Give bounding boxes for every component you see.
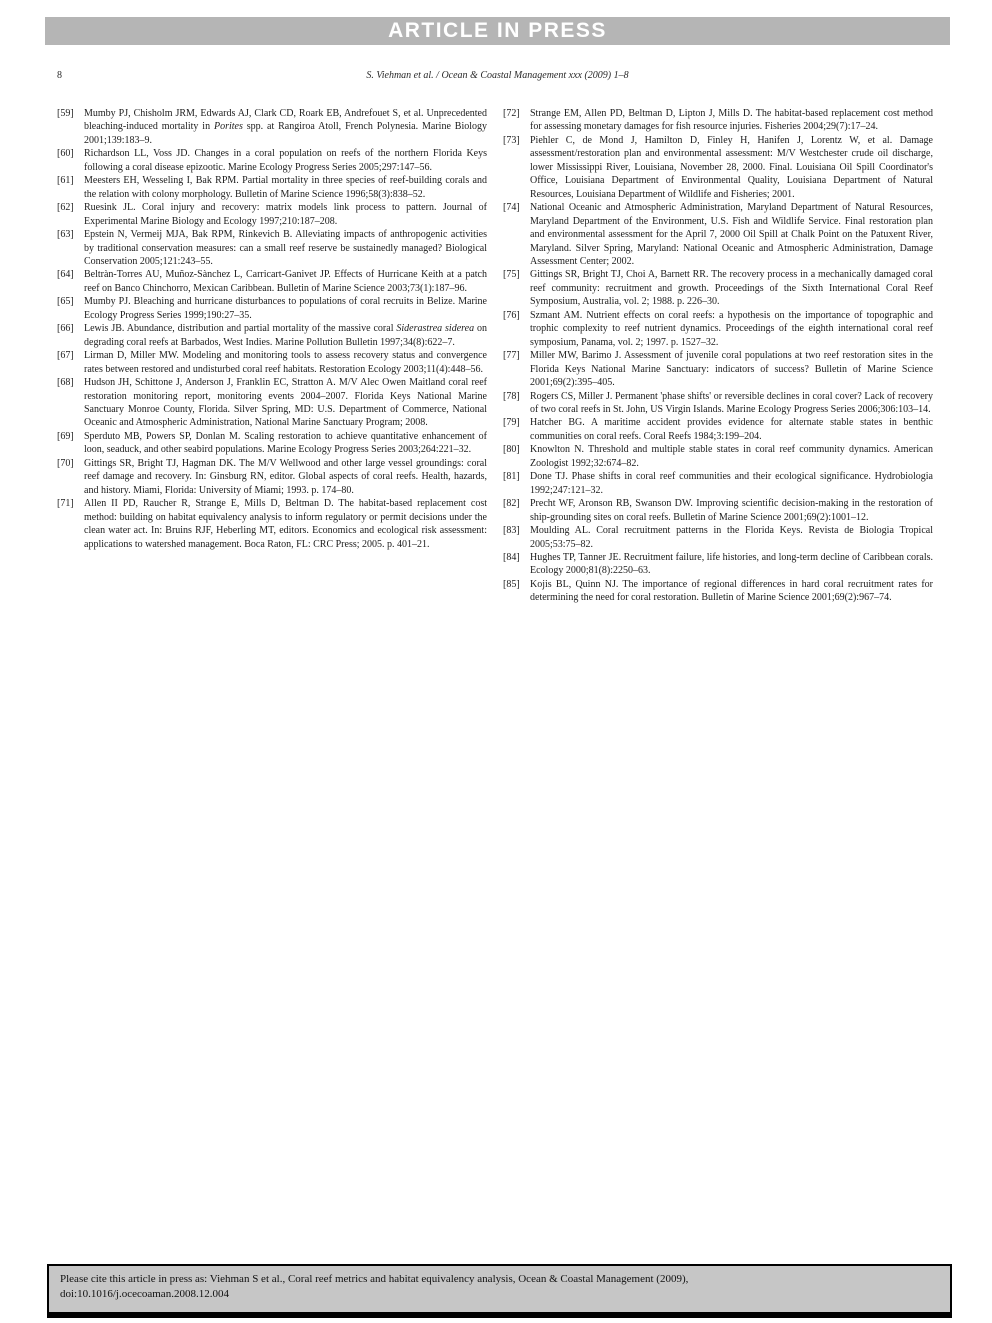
reference-item xyxy=(503,107,933,134)
reference-number: [67] xyxy=(57,350,74,362)
reference-item xyxy=(57,107,487,147)
reference-text: Meesters EH, Wesseling I, Bak RPM. Partial mortality in three species of reef-building corals and the relation with colony morphology. Bulletin of Marine Science 1996;58(3):838–52. xyxy=(84,175,487,200)
reference-item xyxy=(57,349,487,376)
reference-item xyxy=(503,551,933,578)
reference-item xyxy=(503,390,933,417)
reference-text: Lirman D, Miller MW. Modeling and monitoring tools to assess recovery status and convergence rates between restored and undisturbed coral reef habitats. Restoration Ecology 2003;11(4):448–56. xyxy=(84,350,487,375)
reference-item xyxy=(503,201,933,268)
reference-number: [75] xyxy=(503,269,520,281)
reference-text: Strange EM, Allen PD, Beltman D, Lipton J, Mills D. The habitat-based replacement cost method for assessing monetary damages for fish resource injuries. Fisheries 2004;29(7):17–24. xyxy=(530,108,933,133)
reference-text: Allen II PD, Raucher R, Strange E, Mills D, Beltman D. The habitat-based replacement cost method: building on habitat equivalency analysis to inform regulatory or permit decisions under the clean water act. In: Bruins RJF, Heberling MT, editors. Economics and ecological risk assessment: applications to watershed management. Boca Raton, FL: CRC Press; 2005. p. 401–21. xyxy=(84,498,487,550)
reference-number: [82] xyxy=(503,498,520,510)
reference-item xyxy=(57,228,487,268)
reference-item xyxy=(503,309,933,349)
reference-item xyxy=(503,134,933,201)
reference-text: Hudson JH, Schittone J, Anderson J, Franklin EC, Stratton A. M/V Alec Owen Maitland coral reef restoration monitoring report, monitoring events 2004–2007. Florida Keys National Marine Sanctuary Monroe County, Florida. Silver Spring, MD: U.S. Department of Commerce, National Oceanic and Atmospheric Administration, National Marine Sanctuary Program; 2008. xyxy=(84,377,487,429)
reference-text: Beltràn-Torres AU, Muñoz-Sànchez L, Carricart-Ganivet JP. Effects of Hurricane Keith at a patch reef on Banco Chinchorro, Mexican Caribbean. Bulletin of Marine Science 2003;73(1):187–96. xyxy=(84,269,487,294)
reference-item xyxy=(57,430,487,457)
reference-text: Mumby PJ. Bleaching and hurricane disturbances to populations of coral recruits in Belize. Marine Ecology Progress Series 1999;190:27–35. xyxy=(84,296,487,321)
reference-number: [65] xyxy=(57,296,74,308)
reference-text: Hughes TP, Tanner JE. Recruitment failure, life histories, and long-term decline of Caribbean corals. Ecology 2000;81(8):2250–63. xyxy=(530,551,933,577)
reference-item xyxy=(57,376,487,430)
reference-text: Richardson LL, Voss JD. Changes in a coral population on reefs of the northern Florida Keys following a coral disease epizootic. Marine Ecology Progress Series 2005;297:147–56. xyxy=(84,148,487,173)
reference-item xyxy=(57,497,487,551)
reference-item xyxy=(503,416,933,443)
reference-item xyxy=(57,201,487,228)
reference-number: [74] xyxy=(503,202,520,214)
reference-number: [61] xyxy=(57,175,74,187)
citation-line-2: doi:10.1016/j.ocecoaman.2008.12.004 xyxy=(60,1288,229,1300)
reference-text: Ruesink JL. Coral injury and recovery: matrix models link process to pattern. Journal of Experimental Marine Biology and Ecology 1997;210:187–208. xyxy=(84,202,487,227)
running-head: S. Viehman et al. / Ocean & Coastal Management xxx (2009) 1–8 xyxy=(366,70,629,81)
reference-number: [63] xyxy=(57,229,74,241)
reference-text: Moulding AL. Coral recruitment patterns in the Florida Keys. Revista de Biologia Tropical 2005;53:75–82. xyxy=(530,525,933,550)
reference-item xyxy=(503,349,933,389)
reference-item xyxy=(503,268,933,308)
reference-item xyxy=(503,443,933,470)
reference-text: Gittings SR, Bright TJ, Hagman DK. The M/V Wellwood and other large vessel groundings: coral reef damage and recovery. In: Ginsburg RN, editor. Global aspects of coral reefs. Health, hazards, and history. Miami, Florida: University of Miami; 1993. p. 174–80. xyxy=(84,457,487,496)
reference-text: Hatcher BG. A maritime accident provides evidence for alternate stable states in benthic communities on coral reefs. Coral Reefs 1984;3:199–204. xyxy=(530,417,933,442)
article-in-press-banner xyxy=(45,17,950,45)
reference-number: [84] xyxy=(503,551,520,563)
reference-number: [79] xyxy=(503,417,520,429)
citation-box xyxy=(47,1264,952,1318)
reference-text: Gittings SR, Bright TJ, Choi A, Barnett RR. The recovery process in a mechanically damaged coral reef community: recruitment and growth. Proceedings of the Sixth International Coral Reef Symposium, Australia, vol. 2; 1988. p. 226–30. xyxy=(530,269,933,308)
reference-item xyxy=(503,524,933,551)
reference-number: [76] xyxy=(503,309,520,321)
reference-number: [62] xyxy=(57,202,74,214)
reference-item xyxy=(57,147,487,174)
reference-text: Sperduto MB, Powers SP, Donlan M. Scaling restoration to achieve quantitative enhancement of loon, seaduck, and other seabird populations. Marine Ecology Progress Series 2003;264:221–32. xyxy=(84,430,487,456)
references-right-column xyxy=(503,107,933,605)
banner-label: ARTICLE IN PRESS xyxy=(388,19,607,42)
reference-text: Szmant AM. Nutrient effects on coral reefs: a hypothesis on the importance of topographic and trophic complexity to reef nutrient dynamics. Proceedings of the eighth international coral reef symposium, Panama, vol. 2; 1997. p. 1527–32. xyxy=(530,309,933,348)
reference-text: Rogers CS, Miller J. Permanent 'phase shifts' or reversible declines in coral cover? Lack of recovery of two coral reefs in St. John, US Virgin Islands. Marine Ecology Progress Series 2006;306:103–14. xyxy=(530,390,933,415)
reference-number: [59] xyxy=(57,108,74,119)
reference-item xyxy=(57,322,487,349)
reference-item xyxy=(503,497,933,524)
reference-number: [68] xyxy=(57,377,74,389)
reference-item xyxy=(57,268,487,295)
reference-number: [64] xyxy=(57,269,74,281)
reference-number: [73] xyxy=(503,134,520,146)
reference-number: [66] xyxy=(57,323,74,335)
references-left-column xyxy=(57,107,487,551)
reference-text: Epstein N, Vermeij MJA, Bak RPM, Rinkevich B. Alleviating impacts of anthropogenic activities by traditional conservation measures: can a small reef reserve be sustainedly managed? Biological Conservation 2005;121:243–55. xyxy=(84,229,487,267)
reference-number: [81] xyxy=(503,471,520,483)
reference-number: [77] xyxy=(503,350,520,362)
reference-text: Mumby PJ, Chisholm JRM, Edwards AJ, Clark CD, Roark EB, Andrefouet S, et al. Unprecedented bleaching-induced mortality in Porites spp. at Rangiroa Atoll, French Polynesia. Marine Biology 2001;139:183–9. xyxy=(84,108,488,146)
reference-item xyxy=(503,470,933,497)
reference-text: Done TJ. Phase shifts in coral reef communities and their ecological significance. Hydrobiologia 1992;247:121–32. xyxy=(530,471,933,496)
reference-number: [71] xyxy=(57,498,74,510)
reference-item xyxy=(503,578,933,605)
reference-item xyxy=(57,295,487,322)
reference-number: [85] xyxy=(503,578,520,590)
reference-number: [69] xyxy=(57,430,74,442)
reference-number: [72] xyxy=(503,108,520,119)
reference-item xyxy=(57,174,487,201)
reference-text: Precht WF, Aronson RB, Swanson DW. Improving scientific decision-making in the restoration of ship-grounding sites on coral reefs. Bulletin of Marine Science 2001;69(2):1001–12. xyxy=(530,498,933,523)
reference-text: Knowlton N. Threshold and multiple stable states in coral reef community dynamics. American Zoologist 1992;32:674–82. xyxy=(530,444,933,469)
citation-line-1: Please cite this article in press as: Viehman S et al., Coral reef metrics and habitat equivalency analysis, Ocean & Coastal Management (2009), xyxy=(60,1273,689,1285)
reference-text: Miller MW, Barimo J. Assessment of juvenile coral populations at two reef restoration sites in the Florida Keys National Marine Sanctuary: indicators of success? Bulletin of Marine Science 2001;69(2):395–405. xyxy=(530,350,933,389)
reference-text: Lewis JB. Abundance, distribution and partial mortality of the massive coral Siderastrea siderea on degrading coral reefs at Barbados, West Indies. Marine Pollution Bulletin 1997;34(8):622–7. xyxy=(84,323,488,348)
reference-text: Piehler C, de Mond J, Hamilton D, Finley H, Hanifen J, Lorentz W, et al. Damage assessment/restoration plan and environmental assessment: M/V Westchester crude oil discharge, lower Mississippi River, Louisiana, November 28, 2000. Final. Louisiana Oil Spill Coordinator's Office, Louisiana Department of Environmental Quality, Louisiana Department of Natural Resources, Louisiana Department of Wildlife and Fisheries; 2001. xyxy=(530,134,933,200)
reference-text: National Oceanic and Atmospheric Administration, Maryland Department of Natural Resources, Maryland Department of the Environment, U.S. Fish and Wildlife Service. Final restoration plan and environmental assessment for the April 7, 2000 Oil Spill at Chalk Point on the Patuxent River, Maryland. Silver Spring, Maryland: National Oceanic and Atmospheric Administration, Damage Assessment Center; 2002. xyxy=(530,202,933,267)
reference-number: [83] xyxy=(503,525,520,537)
page-number: 8 xyxy=(57,70,62,81)
reference-number: [60] xyxy=(57,148,74,160)
reference-text: Kojis BL, Quinn NJ. The importance of regional differences in hard coral recruitment rates for determining the need for coral restoration. Bulletin of Marine Science 2001;69(2):967–74. xyxy=(530,578,933,604)
reference-number: [70] xyxy=(57,457,74,469)
reference-item xyxy=(57,457,487,497)
reference-number: [78] xyxy=(503,390,520,402)
reference-number: [80] xyxy=(503,444,520,456)
